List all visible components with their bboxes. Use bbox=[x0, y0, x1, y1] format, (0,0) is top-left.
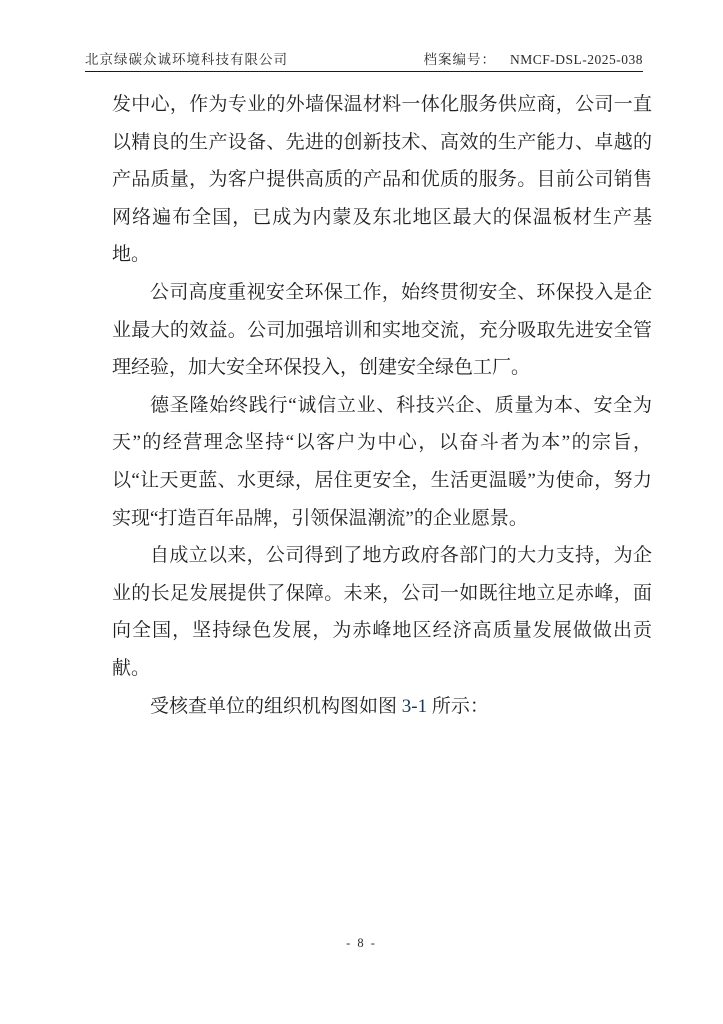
doc-number bbox=[423, 48, 643, 68]
doc-number-label: 档案编号： bbox=[423, 52, 496, 67]
company-name: 北京绿碳众诚环境科技有限公司 bbox=[85, 52, 288, 67]
paragraph-figure-caption-line bbox=[112, 688, 652, 726]
paragraph: 自成立以来，公司得到了地方政府各部门的大力支持，为企业的长足发展提供了保障。未来，公司一如既往地立足赤峰，面向全国，坚持绿色发展，为赤峰地区经济高质量发展做做出贡献。 bbox=[112, 545, 652, 679]
paragraph: 德圣隆始终践行“诚信立业、科技兴企、质量为本、安全为天”的经营理念坚持“以客户为中心，以奋斗者为本”的宗旨，以“让天更蓝、水更绿，居住更安全，生活更温暖”为使命，努力实现“打造百年品牌，引领保温潮流”的企业愿景。 bbox=[112, 394, 652, 529]
doc-number-value: NMCF-DSL-2025-038 bbox=[509, 52, 643, 67]
paragraph: 发中心，作为专业的外墙保温材料一体化服务供应商，公司一直以精良的生产设备、先进的创新技术、高效的生产能力、卓越的产品质量，为客户提供高质的产品和优质的服务。目前公司销售网络遍布全国，已成为内蒙及东北地区最大的保温板材生产基地。 bbox=[112, 94, 652, 266]
header-rule bbox=[85, 71, 643, 72]
page-footer bbox=[0, 936, 723, 951]
figure-sentence-prefix: 受核查单位的组织机构图如图 bbox=[150, 695, 402, 717]
figure-reference: 3-1 bbox=[401, 695, 428, 717]
paragraph: 公司高度重视安全环保工作，始终贯彻安全、环保投入是企业最大的效益。公司加强培训和实地交流，充分吸取先进安全管理经验，加大安全环保投入，创建安全绿色工厂。 bbox=[112, 281, 652, 379]
figure-sentence-suffix: 所示： bbox=[427, 695, 489, 717]
body-text bbox=[112, 86, 652, 725]
page-number: - 8 - bbox=[346, 936, 377, 950]
